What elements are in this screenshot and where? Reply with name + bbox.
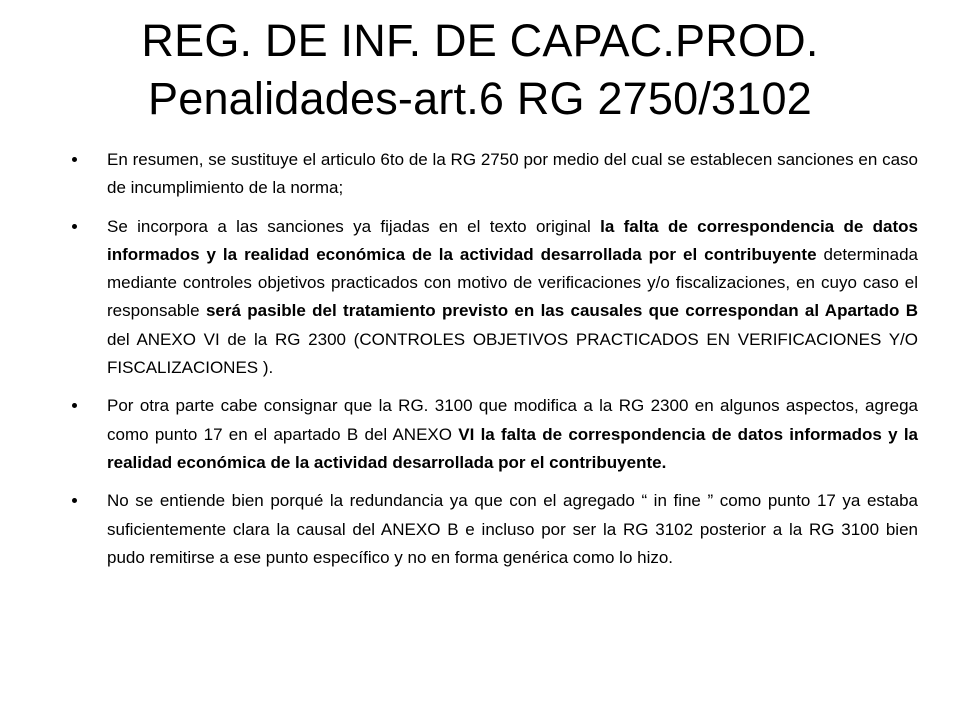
title-line-2: Penalidades-art.6 RG 2750/3102 xyxy=(148,73,812,124)
bullet-3-text-part-1: Por otra parte cabe consignar que la RG. 3100 que modifica a la RG 2300 en algunos aspectos, agrega como punto 17 en el apartado B del ANEXO xyxy=(107,396,918,444)
bullet-2-text-part-2: determinada mediante controles objetivos practicados con motivo de verificaciones y/o fiscalizaciones, en cuyo caso el responsable xyxy=(107,244,918,321)
bullet-4-text: No se entiende bien porqué la redundancia ya que con el agregado “ in fine ” como punto 17 ya estaba suficientemente clara la causal del ANEXO B e incluso por ser la RG 3102 posterior a la RG 3100 bien pudo remitirse a ese punto específico y no en forma genérica como lo hizo. xyxy=(107,491,918,567)
bullet-dot-icon xyxy=(72,157,77,162)
bullet-2-text-part-1: Se incorpora a las sanciones ya fijadas en el texto original xyxy=(107,216,601,236)
bullet-item-1 xyxy=(72,146,918,203)
bullet-dot-icon xyxy=(72,403,77,408)
bullet-item-2 xyxy=(72,213,918,383)
bullet-item-3 xyxy=(72,392,918,477)
bullet-list xyxy=(72,146,918,582)
bullet-3-bold-part-1: VI la falta de correspondencia de datos informados y la realidad económica de la actividad desarrollada por el contribuyente. xyxy=(107,424,919,472)
bullet-1-text: En resumen, se sustituye el articulo 6to de la RG 2750 por medio del cual se establecen sanciones en caso de incumplimiento de la norma; xyxy=(107,150,918,198)
bullet-dot-icon xyxy=(72,498,77,503)
bullet-2-text-part-3: del ANEXO VI de la RG 2300 (CONTROLES OBJETIVOS PRACTICADOS EN VERIFICACIONES Y/O FISCALIZACIONES ). xyxy=(107,329,918,378)
bullet-item-4 xyxy=(72,487,918,572)
slide-title xyxy=(40,12,920,128)
title-line-1: REG. DE INF. DE CAPAC.PROD. xyxy=(141,15,819,66)
bullet-2-bold-part-2: será pasible del tratamiento previsto en las causales que correspondan al Apartado B xyxy=(205,301,919,321)
bullet-2-bold-part-1: la falta de correspondencia de datos informados y la realidad económica de la actividad desarrollada por el contribuyente xyxy=(107,216,918,264)
bullet-dot-icon xyxy=(72,224,77,229)
